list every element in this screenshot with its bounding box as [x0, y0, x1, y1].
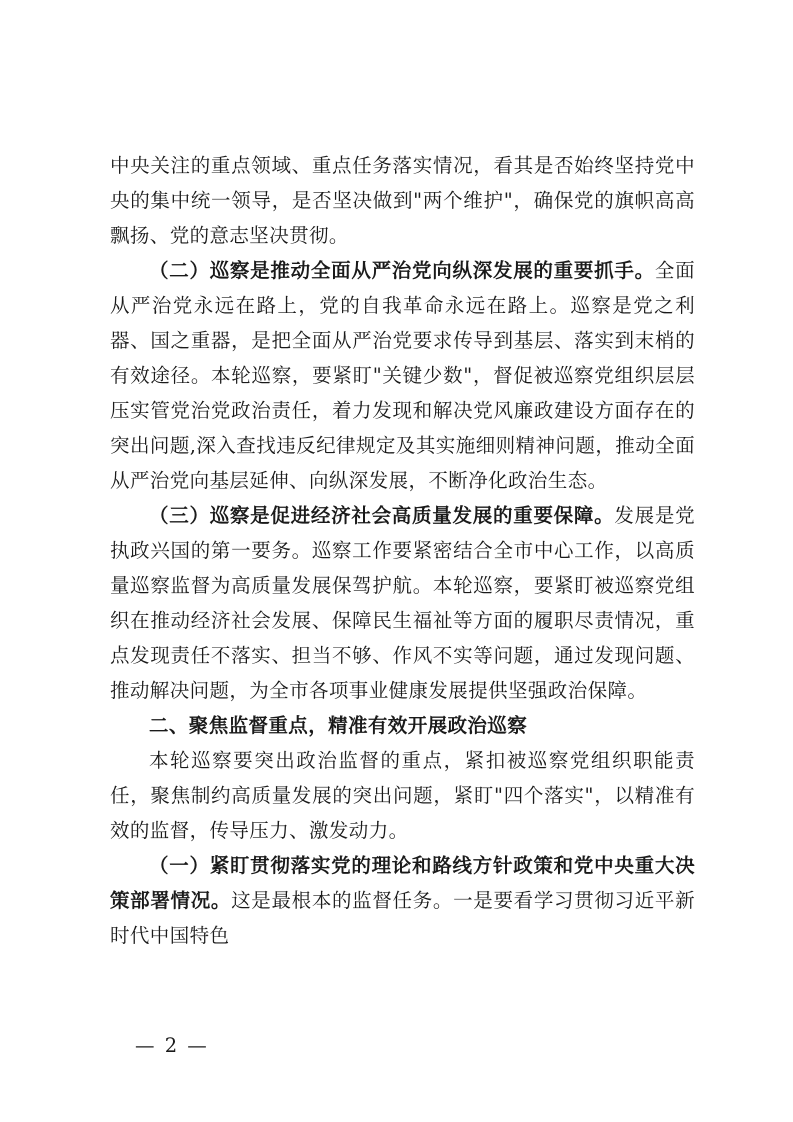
- paragraph-lead: （二）巡察是推动全面从严治党向纵深发展的重要抓手。: [149, 259, 655, 282]
- document-body: [110, 148, 695, 953]
- paragraph-lead: （三）巡察是促进经济社会高质量发展的重要保障。: [149, 504, 615, 527]
- paragraph-lead: （一）紧盯贯彻落实党的理论和路线方针政策和党中央重大决策部署情况。: [110, 854, 695, 912]
- paragraph-text: 本轮巡察要突出政治监督的重点，紧扣被巡察党组织职能责任，聚焦制约高质量发展的突出问题，紧盯"四个落实"，以精准有效的监督，传导压力、激发动力。: [110, 749, 695, 842]
- page-number: — 2 —: [135, 1034, 209, 1057]
- paragraph-text: 中央关注的重点领域、重点任务落实情况，看其是否始终坚持党中央的集中统一领导，是否坚决做到"两个维护"，确保党的旗帜高高飘扬、党的意志坚决贯彻。: [110, 154, 695, 247]
- paragraph-subsection-1: [110, 848, 695, 953]
- paragraph-text: 发展是党执政兴国的第一要务。巡察工作要紧密结合全市中心工作，以高质量巡察监督为高质量发展保驾护航。本轮巡察，要紧盯被巡察党组织在推动经济社会发展、保障民生福祉等方面的履职尽责情况，重点发现责任不落实、担当不够、作风不实等问题，通过发现问题、推动解决问题，为全市各项事业健康发展提供坚强政治保障。: [110, 504, 695, 702]
- paragraph-text: 这是最根本的监督任务。一是要看学习贯彻习近平新时代中国特色: [110, 889, 695, 947]
- section-heading: 二、聚焦监督重点，精准有效开展政治巡察: [149, 714, 528, 737]
- paragraph-section-2: [110, 253, 695, 498]
- paragraph-section-3: [110, 498, 695, 708]
- paragraph-continued: [110, 148, 695, 253]
- paragraph-text: 全面从严治党永远在路上，党的自我革命永远在路上。巡察是党之利器、国之重器，是把全面从严治党要求传导到基层、落实到末梢的有效途径。本轮巡察，要紧盯"关键少数"，督促被巡察党组织层层压实管党治党政治责任，着力发现和解决党风廉政建设方面存在的突出问题,深入查找违反纪律规定及其实施细则精神问题，推动全面从严治党向基层延伸、向纵深发展，不断净化政治生态。: [110, 259, 695, 492]
- paragraph-intro: [110, 743, 695, 848]
